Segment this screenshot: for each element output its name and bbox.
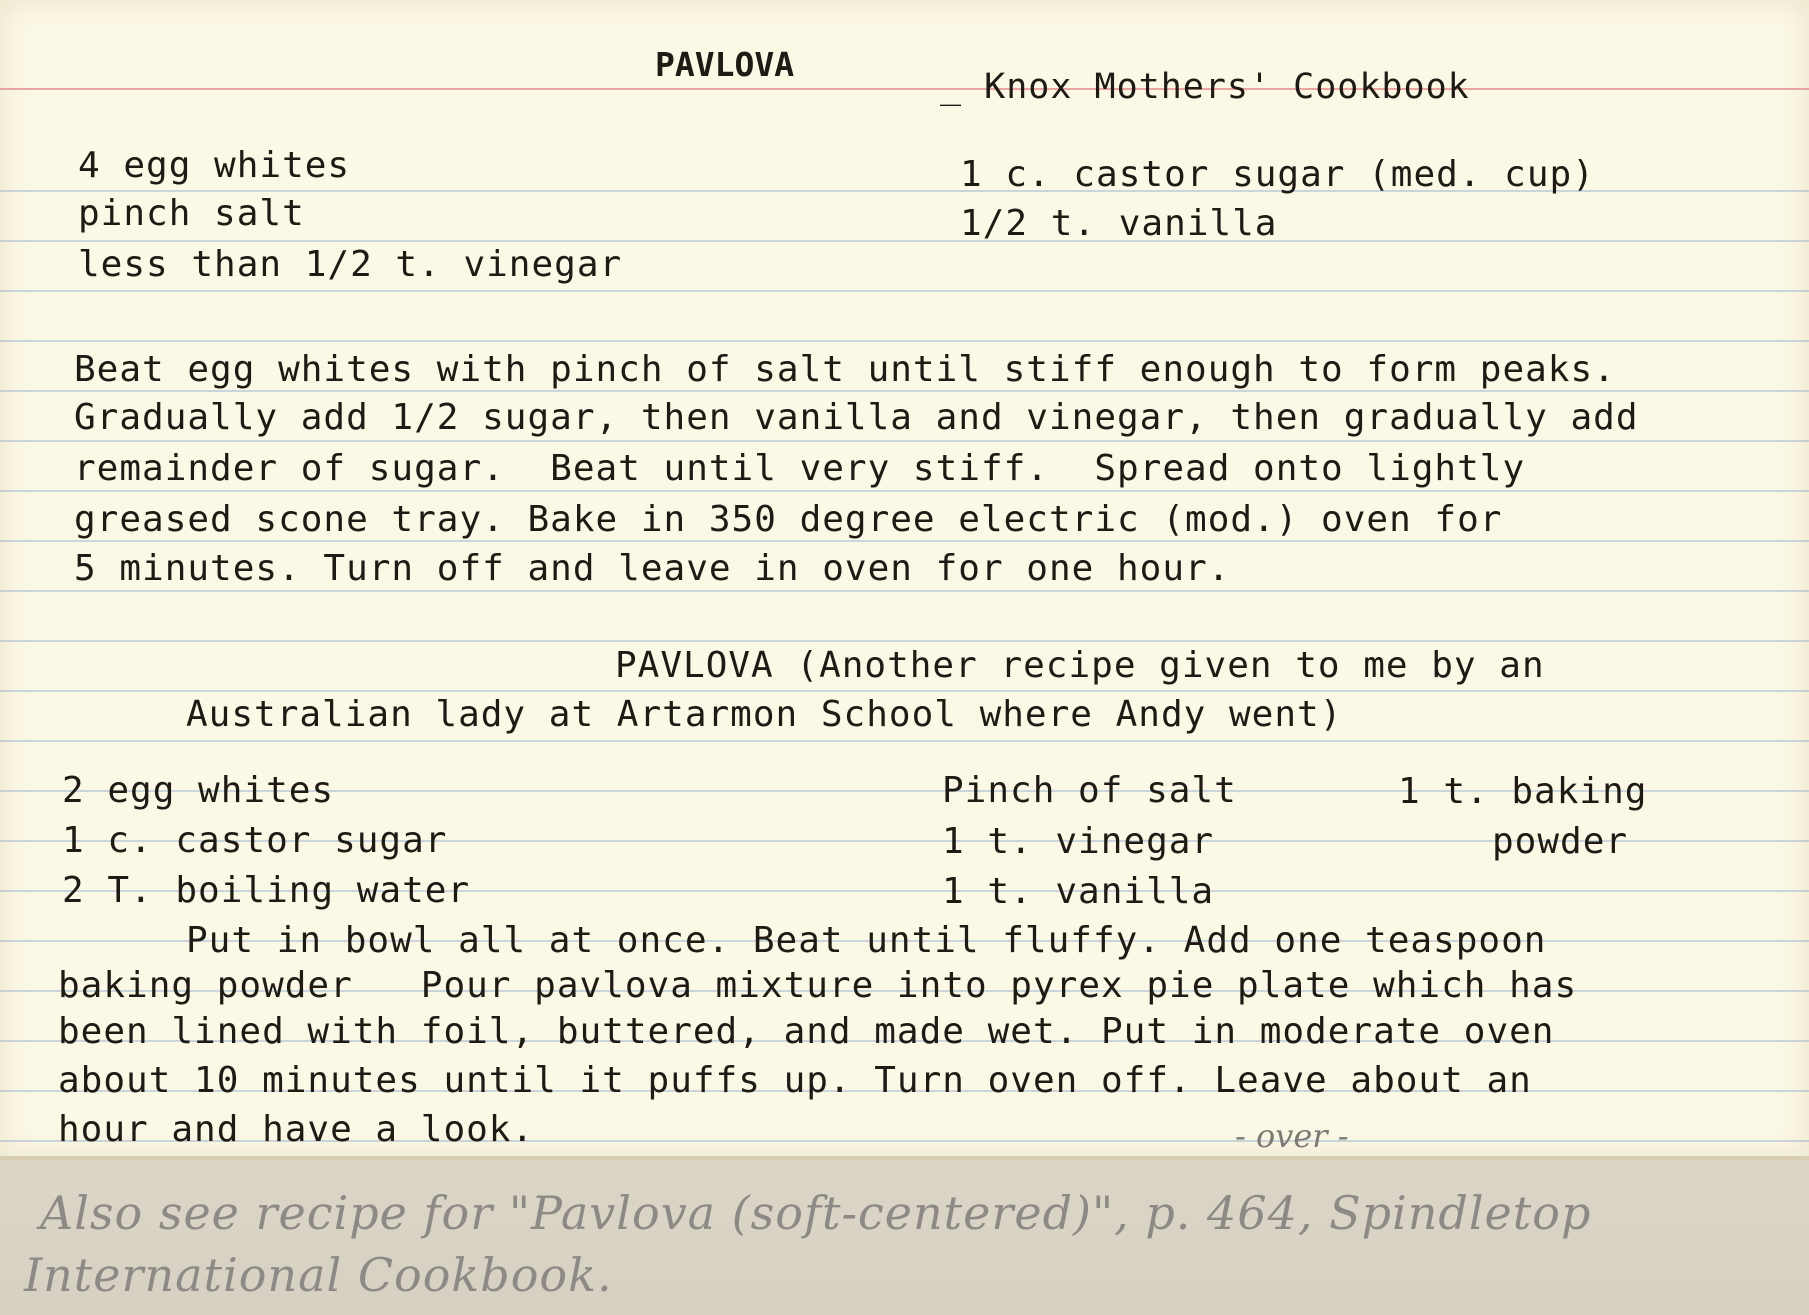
recipe1-title: PAVLOVA — [655, 45, 795, 84]
recipe1-source: _ Knox Mothers' Cookbook — [940, 67, 1470, 107]
instruction-line: been lined with foil, buttered, and made wet. Put in moderate oven — [58, 1011, 1555, 1052]
instruction-line: remainder of sugar. Beat until very stiff. Spread onto lightly — [74, 448, 1526, 489]
handwritten-note-line: International Cookbook. — [24, 1248, 613, 1302]
ingredient-item: 1/2 t. vanilla — [960, 203, 1278, 244]
over-note: - over - — [1235, 1117, 1349, 1155]
recipe2-heading: PAVLOVA (Another recipe given to me by an — [615, 645, 1545, 686]
ingredient-item: pinch salt — [78, 193, 305, 234]
instruction-line: baking powder Pour pavlova mixture into pyrex pie plate which has — [58, 965, 1578, 1006]
instruction-line: greased scone tray. Bake in 350 degree electric (mod.) oven for — [74, 499, 1503, 540]
instruction-line: 5 minutes. Turn off and leave in oven for one hour. — [74, 548, 1231, 589]
ingredient-item: 1 c. castor sugar — [62, 820, 448, 861]
instruction-line: about 10 minutes until it puffs up. Turn oven off. Leave about an — [58, 1060, 1532, 1101]
instruction-line: Beat egg whites with pinch of salt until stiff enough to form peaks. — [74, 349, 1616, 390]
recipe2-heading: Australian lady at Artarmon School where Andy went) — [186, 694, 1343, 735]
ingredient-item: Pinch of salt — [942, 770, 1237, 811]
instruction-line: Put in bowl all at once. Beat until fluffy. Add one teaspoon — [186, 920, 1547, 961]
ingredient-item: 1 t. vinegar — [942, 821, 1215, 862]
handwritten-note-line: Also see recipe for "Pavlova (soft-centered)", p. 464, Spindletop — [40, 1186, 1592, 1240]
ingredient-item: powder — [1492, 821, 1629, 862]
ingredient-item: less than 1/2 t. vinegar — [78, 244, 623, 285]
ingredient-item: 2 T. boiling water — [62, 870, 471, 911]
ingredient-item: 1 t. vanilla — [942, 871, 1215, 912]
instruction-line: Gradually add 1/2 sugar, then vanilla and vinegar, then gradually add — [74, 397, 1639, 438]
ingredient-item: 1 c. castor sugar (med. cup) — [960, 154, 1595, 195]
handwritten-note-strip — [0, 1160, 1809, 1315]
ingredient-item: 1 t. baking — [1398, 771, 1648, 812]
ingredient-item: 4 egg whites — [78, 145, 351, 186]
instruction-line: hour and have a look. — [58, 1109, 535, 1150]
ingredient-item: 2 egg whites — [62, 770, 335, 811]
